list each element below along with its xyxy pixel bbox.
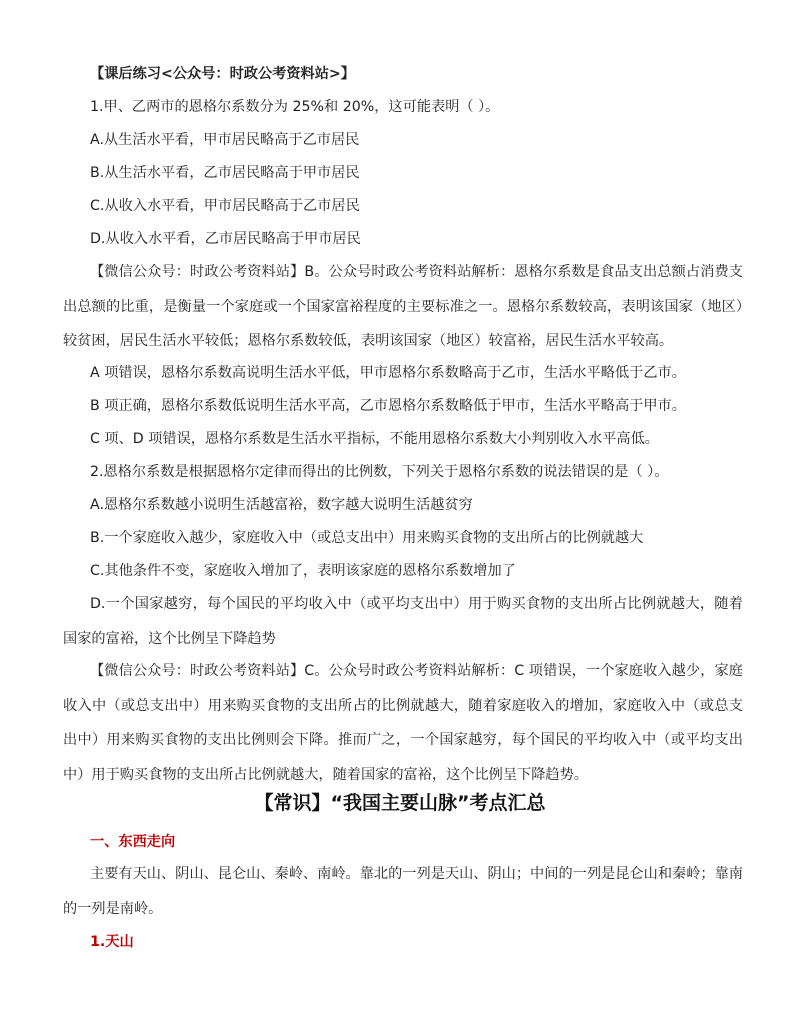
question-2-option-b: B.一个家庭收入越少，家庭收入中（或总支出中）用来购买食物的支出所占的比例就越大 [90, 530, 644, 546]
question-1-option-d: D.从收入水平看，乙市居民略高于甲市居民 [90, 231, 361, 247]
question-2-option-c: C.其他条件不变，家庭收入增加了，表明该家庭的恩格尔系数增加了 [90, 563, 516, 579]
question-1-option-b: B.从生活水平看，乙市居民略高于甲市居民 [90, 165, 360, 181]
question-2-answer: 【微信公众号：时政公考资料站】C。公众号时政公考资料站解析：C 项错误，一个家庭收入越少，家庭收入中（或总支出中）用来购买食物的支出所占的比例就越大，随着家庭收入的增加，家庭收入中（或总支出中）用来购买食物的支出比例则会下降。推而广之，一个国家越穷，每个国民的平均收入中（或平均支出中）用于购买食物的支出所占比例就越大，随着国家的富裕，这个比例呈下降趋势。 [63, 663, 743, 783]
east-west-body: 主要有天山、阴山、昆仑山、秦岭、南岭。靠北的一列是天山、阴山；中间的一列是昆仑山和秦岭；靠南的一列是南岭。 [63, 866, 743, 917]
subheading-tianshan: 1.天山 [90, 934, 134, 950]
question-2-stem: 2.恩格尔系数是根据恩格尔定律而得出的比例数，下列关于恩格尔系数的说法错误的是（ ）。 [90, 464, 669, 480]
question-1-explanation-a: A 项错误，恩格尔系数高说明生活水平低，甲市恩格尔系数略高于乙市，生活水平略低于乙市。 [90, 365, 686, 381]
question-1-explanation-b: B 项正确，恩格尔系数低说明生活水平高，乙市恩格尔系数略低于甲市，生活水平略高于甲市。 [90, 398, 686, 414]
section-title: 【常识】“我国主要山脉”考点汇总 [254, 792, 546, 814]
question-1-answer: 【微信公众号：时政公考资料站】B。公众号时政公考资料站解析：恩格尔系数是食品支出总额占消费支出总额的比重，是衡量一个家庭或一个国家富裕程度的主要标准之一。恩格尔系数较高，表明该国家（地区）较贫困，居民生活水平较低；恩格尔系数较低，表明该国家（地区）较富裕，居民生活水平较高。 [63, 264, 743, 349]
subheading-east-west: 一、东西走向 [90, 834, 176, 850]
question-2-option-a: A.恩格尔系数越小说明生活越富裕，数字越大说明生活越贫穷 [90, 497, 473, 513]
question-1-option-a: A.从生活水平看，甲市居民略高于乙市居民 [90, 132, 360, 148]
question-1-stem: 1.甲、乙两市的恩格尔系数分为 25%和 20%，这可能表明（ ）。 [90, 99, 500, 115]
question-1-option-c: C.从收入水平看，甲市居民略高于乙市居民 [90, 198, 360, 214]
question-2-option-d: D.一个国家越穷，每个国民的平均收入中（或平均支出中）用于购买食物的支出所占比例就越大，随着国家的富裕，这个比例呈下降趋势 [63, 596, 743, 647]
question-1-explanation-cd: C 项、D 项错误，恩格尔系数是生活水平指标，不能用恩格尔系数大小判别收入水平高低。 [90, 431, 659, 447]
exercise-header: 【课后练习<公众号：时政公考资料站>】 [90, 66, 355, 82]
